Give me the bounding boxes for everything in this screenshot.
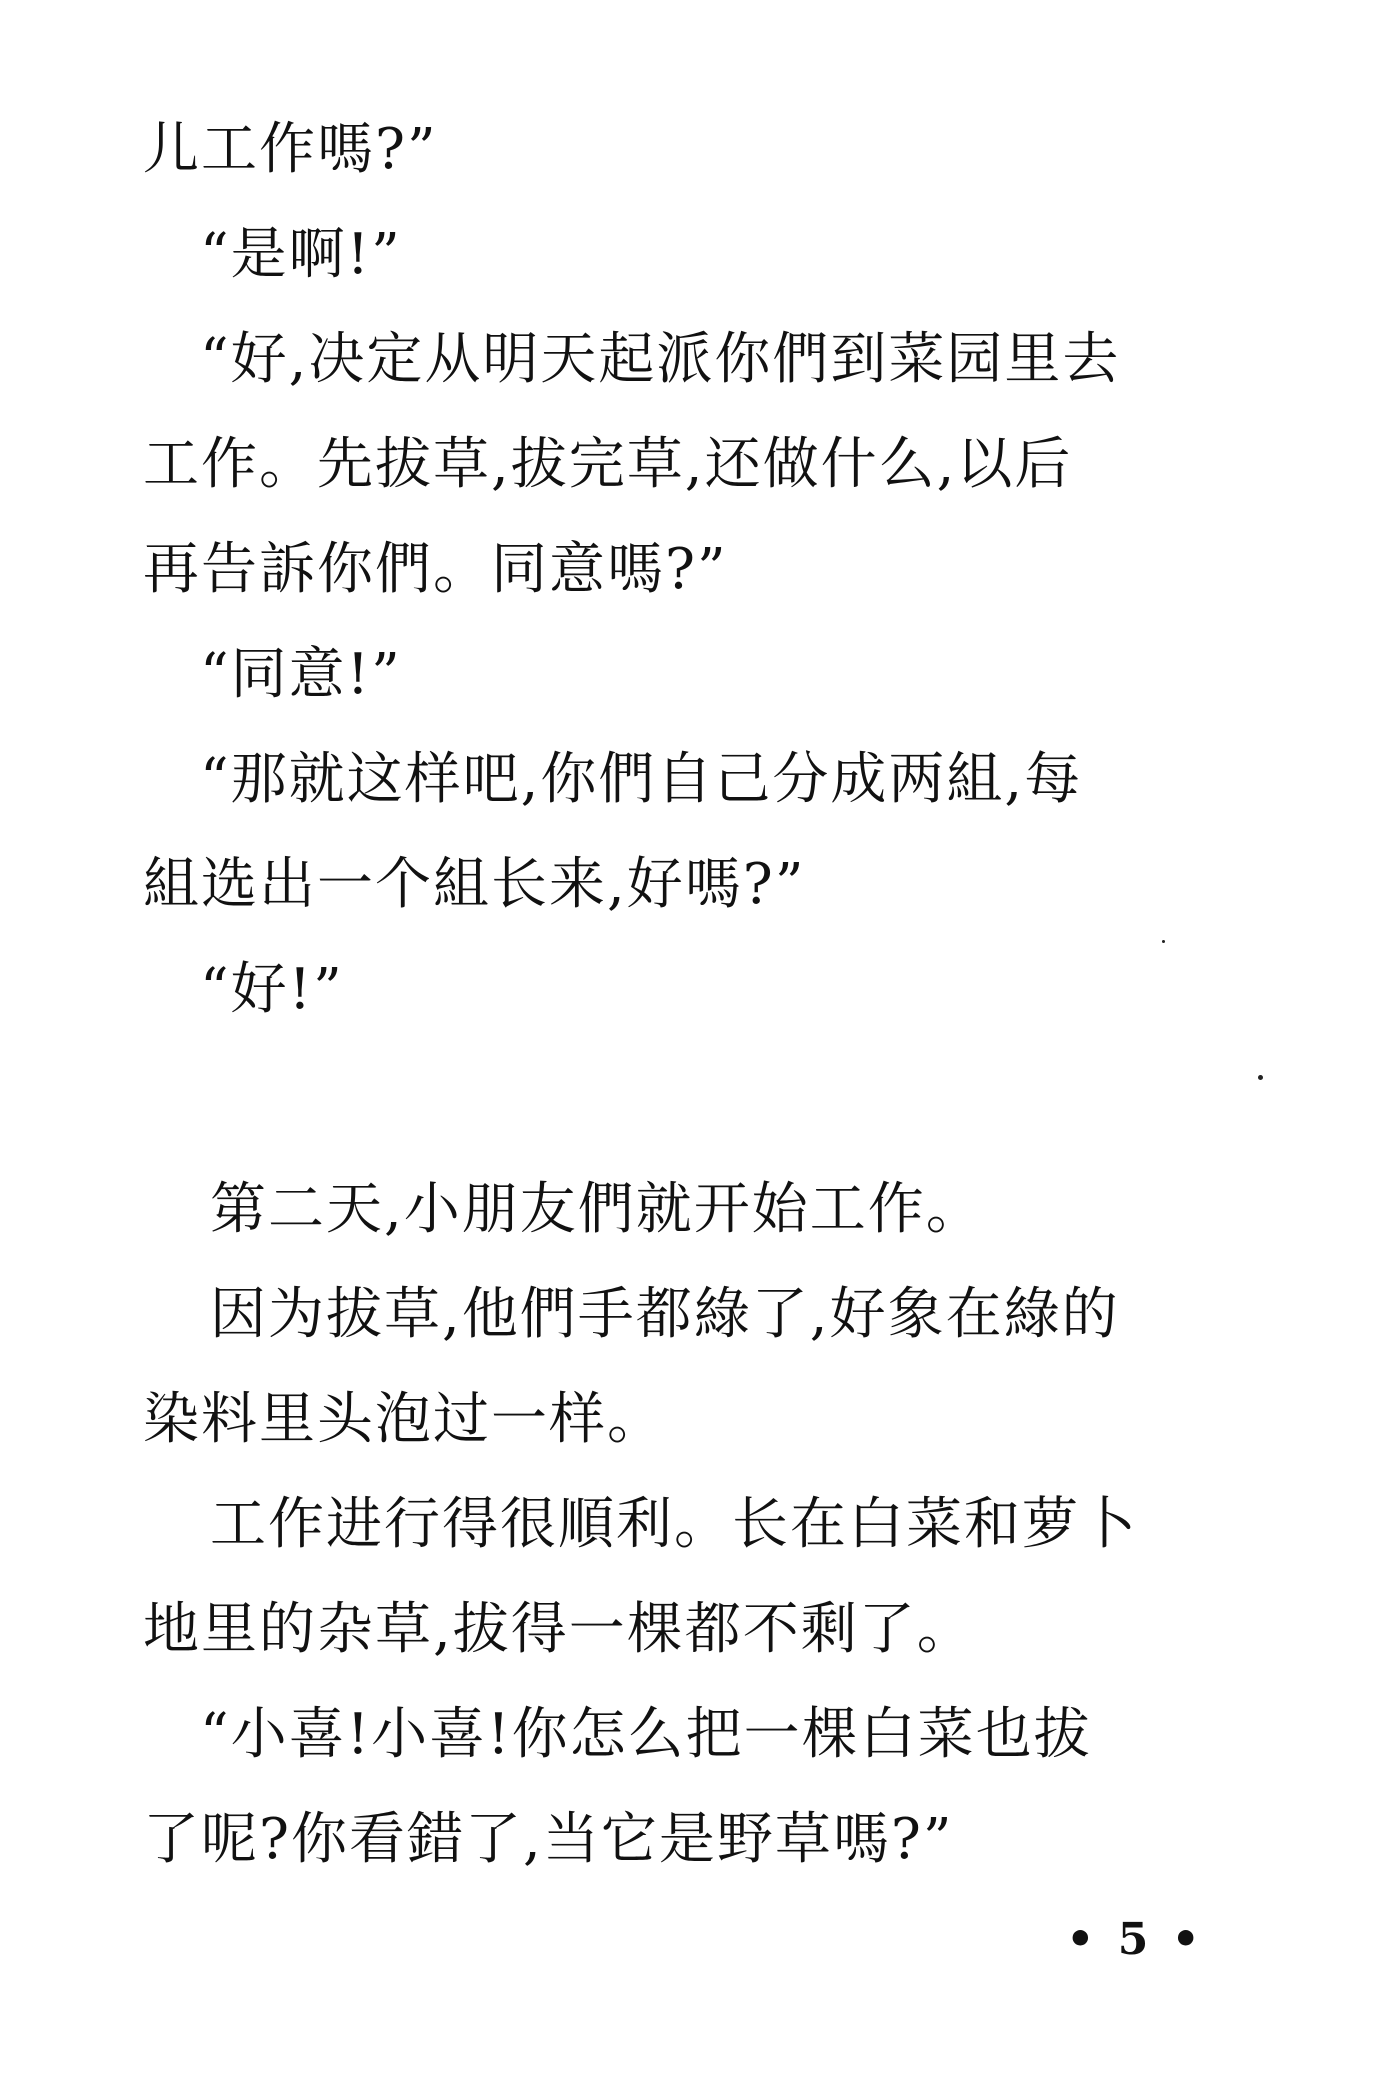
- text-line: 組选出一个組长来,好嗎?”: [143, 852, 806, 917]
- text-line: 因为拔草,他們手都綠了,好象在綠的: [210, 1282, 1120, 1347]
- text-line: “是啊!”: [200, 222, 402, 287]
- text-line: 工作进行得很順利。长在白菜和萝卜: [210, 1492, 1138, 1557]
- text-line: “好!”: [200, 957, 344, 1022]
- text-line: 了呢?你看錯了,当它是野草嗎?”: [143, 1807, 954, 1872]
- text-line: 工作。先拔草,拔完草,还做什么,以后: [143, 432, 1073, 497]
- text-line: “同意!”: [200, 642, 402, 707]
- text-line: “那就这样吧,你們自己分成两組,每: [200, 747, 1083, 812]
- text-line: 地里的杂草,拔得一棵都不剩了。: [143, 1597, 975, 1662]
- text-line: 再告訴你們。同意嗎?”: [143, 537, 728, 602]
- print-speck: [1162, 940, 1165, 943]
- text-line: 染料里头泡过一样。: [143, 1387, 665, 1452]
- text-line: “好,决定从明天起派你們到菜园里去: [200, 327, 1121, 392]
- print-speck: [1258, 1075, 1263, 1080]
- text-line: “小喜!小喜!你怎么把一棵白菜也拔: [200, 1702, 1092, 1767]
- text-line: 第二天,小朋友們就开始工作。: [210, 1177, 984, 1242]
- text-line: 儿工作嗎?”: [143, 117, 438, 182]
- page-number: • 5 •: [1066, 1914, 1204, 1965]
